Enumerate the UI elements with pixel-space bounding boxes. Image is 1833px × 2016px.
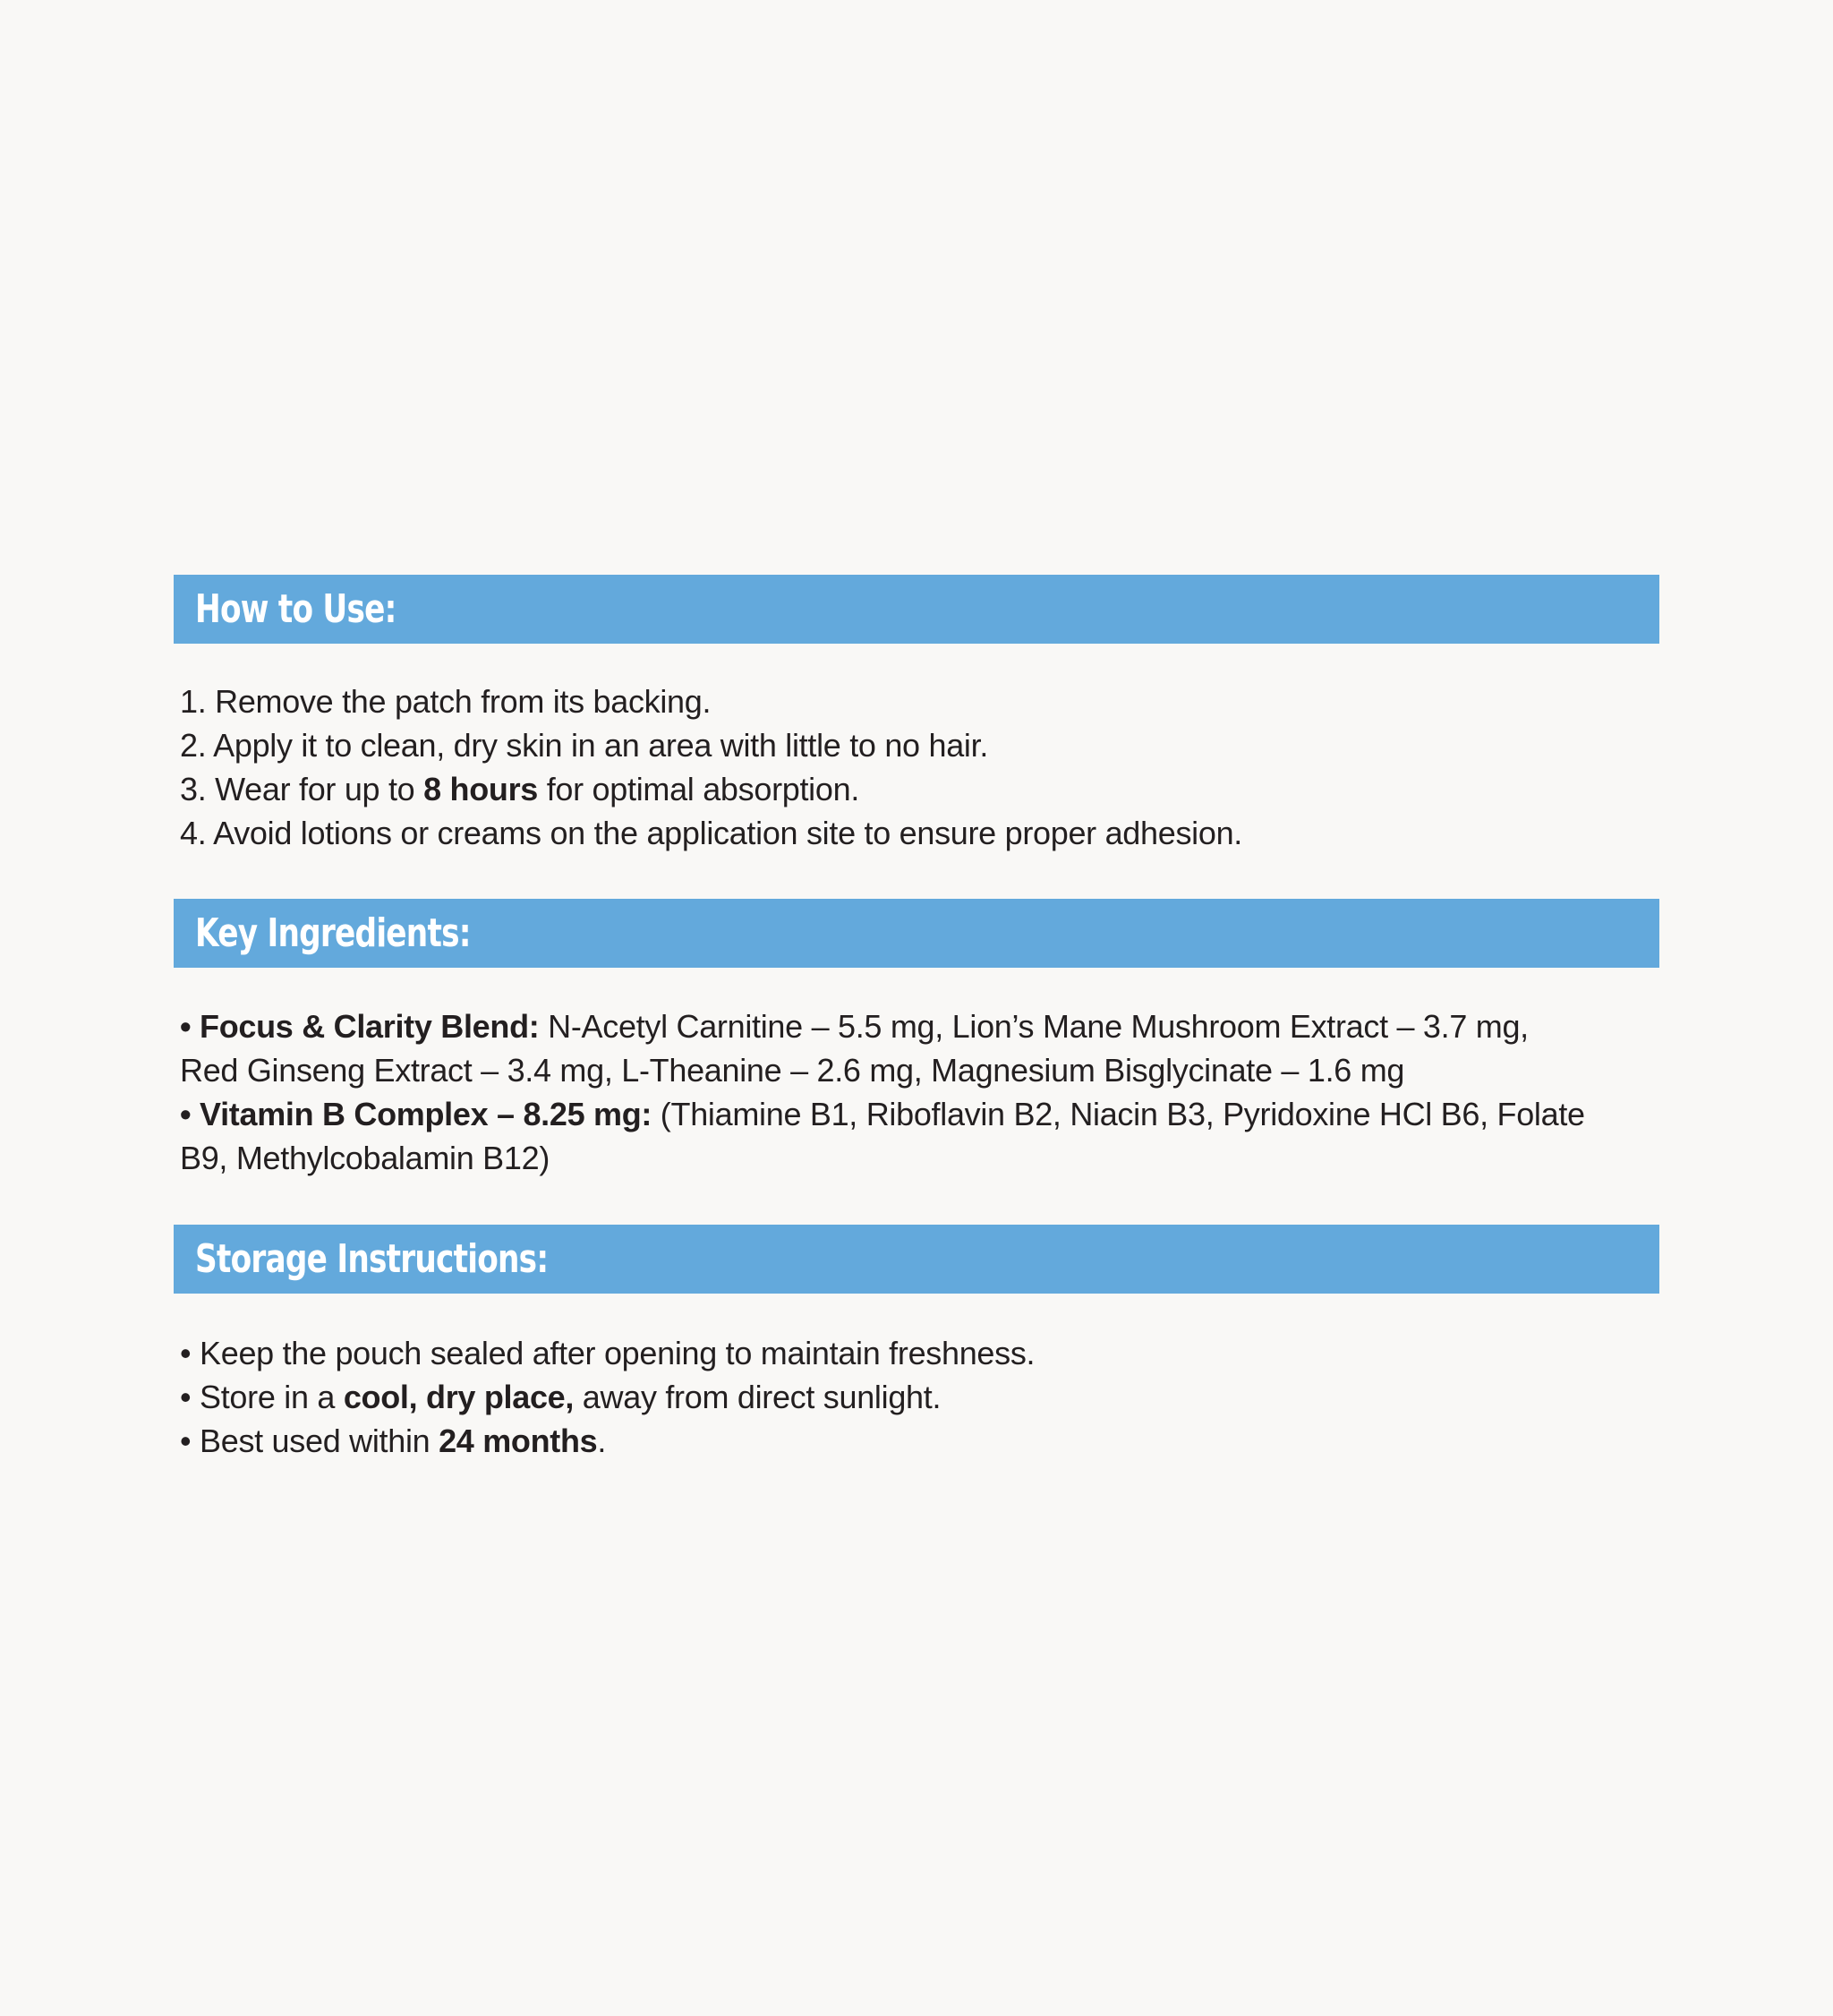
step-text: Wear for up to bbox=[215, 771, 424, 807]
storage-text: Best used within bbox=[200, 1422, 439, 1459]
step-number: 1. bbox=[180, 683, 207, 720]
ingredient-details: N-Acetyl Carnitine – 5.5 mg, Lion’s Mane Mushroom Extract – 3.7 mg, bbox=[539, 1008, 1529, 1045]
ingredient-group-name: Focus & Clarity Blend: bbox=[200, 1008, 540, 1045]
storage-instructions-header bbox=[174, 1225, 1659, 1294]
ingredient-item-continued: Red Ginseng Extract – 3.4 mg, L-Theanine – 2.6 mg, Magnesium Bisglycinate – 1.6 mg bbox=[180, 1052, 1405, 1089]
bullet-icon: • bbox=[180, 1008, 192, 1045]
step-text: Remove the patch from its backing. bbox=[215, 683, 712, 720]
how-to-use-steps bbox=[174, 644, 1659, 855]
storage-instructions-title: Storage Instructions: bbox=[195, 1236, 549, 1282]
ingredient-item-continued: B9, Methylcobalamin B12) bbox=[180, 1140, 550, 1176]
storage-text-emphasis: cool, dry place, bbox=[343, 1379, 575, 1415]
step-text-emphasis: 8 hours bbox=[423, 771, 539, 807]
bullet-icon: • bbox=[180, 1335, 192, 1371]
key-ingredients-title: Key Ingredients: bbox=[195, 910, 471, 956]
key-ingredients-list bbox=[174, 968, 1659, 1180]
key-ingredients-header bbox=[174, 899, 1659, 968]
step-text: Avoid lotions or creams on the application site to ensure proper adhesion. bbox=[213, 815, 1242, 851]
storage-item bbox=[180, 1419, 1659, 1463]
storage-item bbox=[180, 1331, 1659, 1375]
bullet-icon: • bbox=[180, 1422, 192, 1459]
ingredient-details: (Thiamine B1, Riboflavin B2, Niacin B3, Pyridoxine HCl B6, Folate bbox=[652, 1096, 1585, 1132]
step-item bbox=[180, 723, 1659, 767]
step-text: Apply it to clean, dry skin in an area with little to no hair. bbox=[213, 727, 989, 764]
storage-text: Keep the pouch sealed after opening to maintain freshness. bbox=[200, 1335, 1036, 1371]
step-item bbox=[180, 767, 1659, 811]
storage-item bbox=[180, 1375, 1659, 1419]
ingredient-item bbox=[180, 1092, 1659, 1136]
storage-text: away from direct sunlight. bbox=[574, 1379, 942, 1415]
how-to-use-header bbox=[174, 575, 1659, 644]
ingredient-group-name: Vitamin B Complex – 8.25 mg: bbox=[200, 1096, 652, 1132]
bullet-icon: • bbox=[180, 1379, 192, 1415]
step-number: 2. bbox=[180, 727, 207, 764]
step-number: 3. bbox=[180, 771, 207, 807]
bullet-icon: • bbox=[180, 1096, 192, 1132]
step-item bbox=[180, 811, 1659, 855]
step-number: 4. bbox=[180, 815, 207, 851]
storage-text: Store in a bbox=[200, 1379, 344, 1415]
storage-text-emphasis: 24 months bbox=[439, 1422, 598, 1459]
step-text: for optimal absorption. bbox=[538, 771, 860, 807]
how-to-use-title: How to Use: bbox=[195, 586, 396, 632]
storage-text: . bbox=[597, 1422, 607, 1459]
step-item bbox=[180, 679, 1659, 723]
product-info-panel bbox=[174, 575, 1659, 1463]
storage-instructions-list bbox=[174, 1294, 1659, 1463]
ingredient-item bbox=[180, 1004, 1659, 1048]
